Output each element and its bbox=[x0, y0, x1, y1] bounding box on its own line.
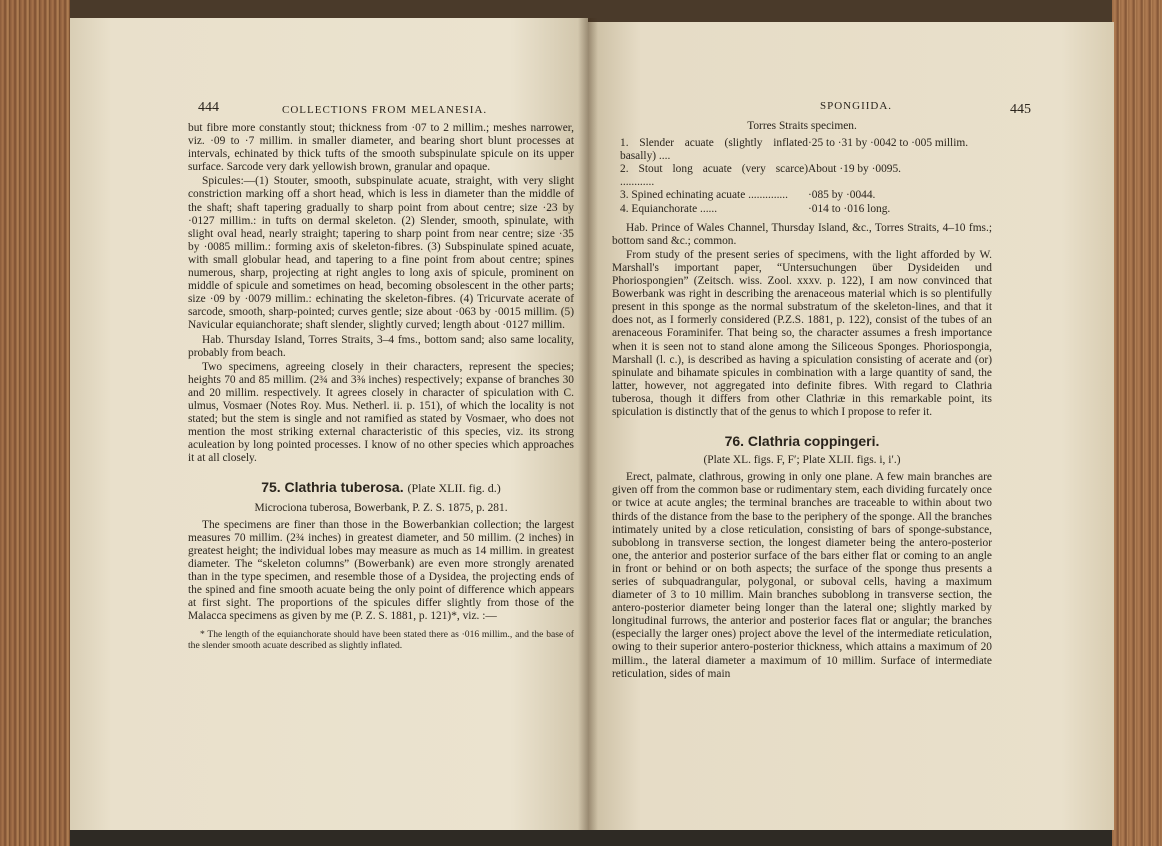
left-page-number: 444 bbox=[198, 100, 219, 115]
paragraph: Two specimens, agreeing closely in their characters, represent the species; heights 70 and 85 millim. (2¾ and 3⅜ inches) respectively; expanse of branches 30 and 20 millim. respectively. It agrees closely in character of spiculation with C. ulmus, Vosmaer (Notes Roy. Mus. Netherl. ii. p. 151), of which the locality is not stated; but the stem is single and not ramified as stated by Vosmaer, who does not mention the most striking external characteristic of this species, viz. its strong aculeation by long pointed processes. I know of no other species which approaches it at all closely. bbox=[188, 360, 574, 465]
right-page bbox=[588, 22, 1114, 830]
book-gutter bbox=[578, 18, 598, 830]
paragraph: Hab. Thursday Island, Torres Straits, 3–4 fms., bottom sand; also same locality, probably from beach. bbox=[188, 333, 574, 359]
heading-text: 76. Clathria coppingeri. bbox=[724, 433, 880, 450]
list-item bbox=[612, 163, 992, 189]
section-heading-75 bbox=[188, 481, 574, 495]
spec-dims: ·014 to ·016 long. bbox=[808, 202, 891, 215]
left-running-head: COLLECTIONS FROM MELANESIA. bbox=[282, 104, 488, 116]
spec-dims: About ·19 by ·0095. bbox=[808, 163, 902, 176]
list-item bbox=[612, 189, 992, 202]
section-heading-76 bbox=[612, 435, 992, 448]
paragraph: From study of the present series of specimens, with the light afforded by W. Marshall's important paper, “Untersuchungen über Dysideiden und Phoriospongien” (Zeitsch. wiss. Zool. xxxv. p. 122), I am now convinced that Bowerbank was right in describing the arenaceous material which is so plentifully present in this sponge as the normal substratum of the skeleton-lines, and that it does not, as I formerly considered (P.Z.S. 1881, p. 122), consist of the tubes of an arenaceous Foraminifer. That being so, the character assumes a fresh importance when it is seen not to stand alone among the Siliceous Sponges. Phoriospongia, Marshall (l. c.), is described as having a spiculation consisting of acerate and (or) spinulate and bihamate spicules in combination with a large quantity of sand, the latter, however, not aggregated into definite fibres. With regard to Clathria tuberosa, though it differs from other Clathriæ in this remarkable point, its spiculation is distinctly that of the genus to which I propose to refer it. bbox=[612, 248, 992, 418]
right-running-head: SPONGIIDA. bbox=[820, 100, 893, 112]
spec-name: 4. Equianchorate ...... bbox=[620, 202, 718, 215]
right-text-column bbox=[612, 120, 992, 682]
specimen-list bbox=[612, 137, 992, 216]
spec-name: 1. Slender acuate (slightly inflated basally) .... bbox=[620, 137, 808, 163]
heading-plate: (Plate XL. figs. F, F′; Plate XLII. figs. i, i′.) bbox=[703, 454, 901, 467]
paragraph: but fibre more constantly stout; thickness from ·07 to 2 millim.; meshes narrower, viz. ·09 to ·7 millim. in smaller diameter, and bearing short blunt processes at intervals, echinated by thick tufts of the smooth subspinulate spicule on its upper surface. Sarcode very dark yellowish brown, granular and opaque. bbox=[188, 122, 574, 174]
paragraph: Spicules:—(1) Stouter, smooth, subspinulate acuate, straight, with very slight constriction marking off a short head, which is less in diameter than the middle of the shaft; shaft tapering gradually to sharp point from about centre; size ·23 by ·0127 millim.: in tufts on dermal skeleton. (2) Slender, smooth, spinulate, with slight oval head, nearly straight; tapering to sharp point from near centre; size ·35 by ·0085 millim.: forming axis of skeleton-fibres. (3) Subspinulate spined acuate, with small globular head, and tapering to a fine point from about centre; spines numerous, sharp, projecting at right angles to long axis of spicule, prominent on middle of spicule and sometimes on head, becoming obsolescent in the other parts; size ·09 by ·0079 millim.: echinating the skeleton-fibres. (4) Tricurvate acerate of sarcode, smooth, sharp-pointed; curves gentle; size about ·063 by ·0015 millim. (5) Navicular equianchorate; shaft slender, slightly curved; length about ·0127 millim. bbox=[188, 175, 574, 332]
list-item bbox=[612, 137, 992, 163]
list-item bbox=[612, 203, 992, 216]
spec-name: 3. Spined echinating acuate .............. bbox=[620, 189, 788, 202]
book-left-page-edges bbox=[0, 0, 70, 846]
book-right-page-edges bbox=[1112, 0, 1162, 846]
specimen-heading: Torres Straits specimen. bbox=[747, 120, 857, 132]
paragraph: Erect, palmate, clathrous, growing in only one plane. A few main branches are given off from the common base or rudimentary stem, each dividing furcately once or twice at acute angles; the terminal branches are traceable to within about two thirds of the distance from the base to the periphery of the sponge. All the branches intimately united by a close reticulation, consisting of bars of sponge-substance, suboblong in transverse section, the longest diameter being the antero-posterior one, the anterior and posterior surface of the bars either flat or coming to an angle in front or behind or on both aspects; the surface of the sponge thus presents a series of subquadrangular, polygonal, or suboval cells, having a maximum diameter of 3 to 10 millim. Main branches suboblong in transverse section, the antero-posterior diameter being longer than the lateral one; slightly marked by longitudinal furrows, the anterior and posterior faces flat or angular; the branches (especially the larger ones) project above the level of the intermediate reticulation, owing to their superior antero-posterior thickness, which attains a maximum of 20 millim., the lateral diameter a maximum of 10 millim. Surface of intermediate reticulation, sides of main bbox=[612, 471, 992, 680]
footnote: * The length of the equianchorate should have been stated there as ·016 millim., and the base of the slender smooth acuate described as slightly inflated. bbox=[188, 629, 574, 652]
spec-dims: ·25 to ·31 by ·0042 to ·005 millim. bbox=[808, 137, 969, 150]
left-text-column bbox=[188, 122, 574, 651]
right-page-number: 445 bbox=[1010, 102, 1031, 117]
paragraph: Hab. Prince of Wales Channel, Thursday Island, &c., Torres Straits, 4–10 fms.; bottom sand &c.; common. bbox=[612, 221, 992, 247]
spec-dims: ·085 by ·0044. bbox=[808, 189, 876, 202]
paragraph: The specimens are finer than those in the Bowerbankian collection; the largest measures 70 millim. (2¾ inches) in greatest diameter, and 50 millim. (2 inches) in greatest height; the individual lobes may measure as much as 14 millim. in greatest diameter. The “skeleton columns” (Bowerbank) are even more strongly arenated than in the type specimen, and resemble those of a Dysidea, the projecting ends of the spined and fine smooth acuate being the only point of difference which appears at first sight. The proportions of the spicules differ slightly from those of the Malacca specimens as given by me (P. Z. S. 1881, p. 121)*, viz. :— bbox=[188, 518, 574, 623]
left-page bbox=[70, 18, 588, 830]
synonym-line: Microciona tuberosa, Bowerbank, P. Z. S. 1875, p. 281. bbox=[254, 501, 508, 514]
spec-name: 2. Stout long acuate (very scarce) ............ bbox=[620, 163, 808, 189]
heading-plate: (Plate XLII. fig. d.) bbox=[407, 481, 501, 496]
heading-text: 75. Clathria tuberosa. bbox=[261, 479, 404, 496]
